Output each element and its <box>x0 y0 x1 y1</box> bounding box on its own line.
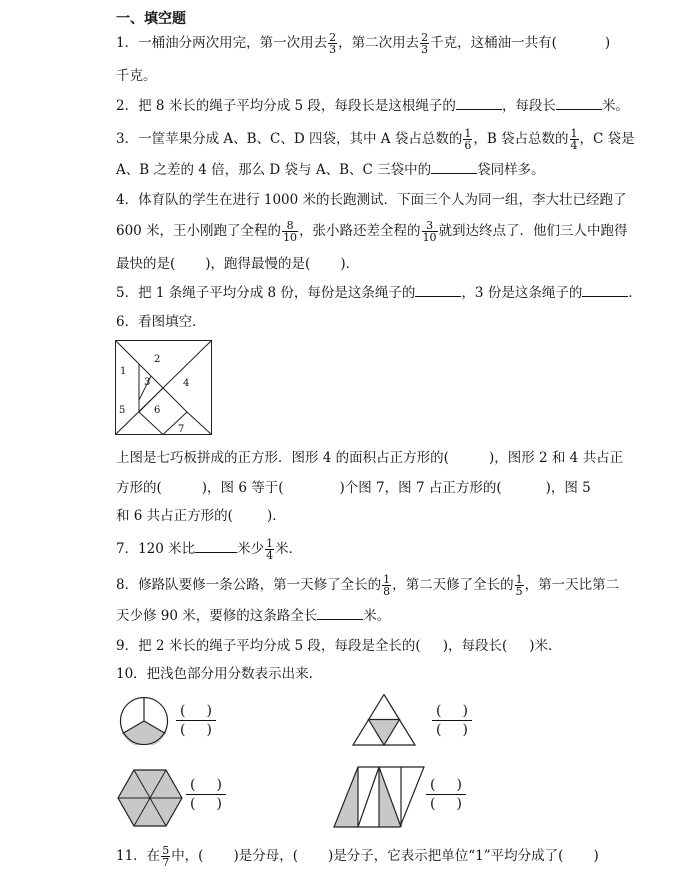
fraction: $\frac{2}{3}$ <box>421 31 429 56</box>
answer-blank[interactable] <box>195 539 237 553</box>
answer-fraction[interactable]: ( ) ( ) <box>426 776 466 813</box>
fraction: $\frac{1}{5}$ <box>515 573 523 598</box>
question-3-cont: A、B 之差的 4 倍，那么 D 袋与 A、B、C 三袋中的 袋同样多。 <box>116 162 545 178</box>
question-7: 7．120 米比 米少 $\frac{1}{4}$ 米． <box>116 537 303 562</box>
tangram-label: 2 <box>154 354 161 365</box>
question-4-cont: 600 米，王小刚跑了全程的 $\frac{8}{10}$ ，张小路还差全程的 $\frac{3}{10}$ 就到达终点了．他们三人中跑得 <box>116 219 628 244</box>
fraction: $\frac{5}{7}$ <box>162 844 170 869</box>
question-2: 2．把 8 米长的绳子平均分成 5 段，每段长是这根绳子的 ，每段长 米。 <box>116 98 629 114</box>
answer-blank[interactable] <box>415 283 461 297</box>
tangram-label: 5 <box>119 405 126 416</box>
question-8-cont: 天少修 90 米，要修的这条路全长 米。 <box>116 608 391 624</box>
question-1-cont: 千克。 <box>116 68 157 84</box>
question-6: 6．看图填空． <box>116 314 206 330</box>
tangram-label: 7 <box>178 424 185 435</box>
answer-blank[interactable] <box>582 283 628 297</box>
question-1: 1．一桶油分两次用完，第一次用去 $\frac{2}{3}$ ，第二次用去 $\frac{2}{3}$ 千克，这桶油一共有( ) <box>116 31 611 56</box>
fraction: $\frac{2}{3}$ <box>329 31 337 56</box>
question-11: 11．在 $\frac{5}{7}$ 中，( )是分母，( )是分子，它表示把单位“1”平均分成了( ) <box>116 844 599 869</box>
answer-blank[interactable] <box>456 96 502 110</box>
fraction: $\frac{1}{8}$ <box>383 573 391 598</box>
tangram-label: 3 <box>144 377 151 388</box>
parallelogram-figure <box>333 766 425 828</box>
answer-blank[interactable] <box>431 160 477 174</box>
question-4-cont2: 最快的是( )，跑得最慢的是( )． <box>116 256 360 272</box>
section-title: 一、填空题 <box>116 11 186 27</box>
fraction: $\frac{3}{10}$ <box>422 219 437 244</box>
answer-blank[interactable] <box>556 96 602 110</box>
fraction: $\frac{1}{6}$ <box>464 127 472 152</box>
circle-figure <box>117 697 171 745</box>
tangram-label: 1 <box>120 366 127 377</box>
fraction: $\frac{1}{4}$ <box>266 537 274 562</box>
question-6-text3: 和 6 共占正方形的( )． <box>116 508 286 524</box>
tangram-figure <box>115 340 213 436</box>
tangram-label: 6 <box>154 405 161 416</box>
triangle-figure <box>352 694 416 746</box>
question-5: 5．把 1 条绳子平均分成 8 份，每份是这条绳子的 ，3 份是这条绳子的 ． <box>116 285 642 301</box>
hexagon-figure <box>117 769 183 827</box>
question-8: 8．修路队要修一条公路，第一天修了全长的 $\frac{1}{8}$ ，第二天修了全长的 $\frac{1}{5}$ ，第一天比第二 <box>116 573 620 598</box>
answer-fraction[interactable]: ( ) ( ) <box>176 702 216 739</box>
fraction: $\frac{1}{4}$ <box>570 127 578 152</box>
question-10: 10．把浅色部分用分数表示出来. <box>116 666 313 682</box>
fraction: $\frac{8}{10}$ <box>283 219 298 244</box>
question-4: 4．体育队的学生在进行 1000 米的长跑测试．下面三个人为同一组，李大壮已经跑了 <box>116 192 627 208</box>
question-9: 9．把 2 米长的绳子平均分成 5 段，每段是全长的( )，每段长( )米． <box>116 638 562 654</box>
answer-fraction[interactable]: ( ) ( ) <box>186 776 226 813</box>
tangram-label: 4 <box>183 378 190 389</box>
answer-blank[interactable] <box>317 606 363 620</box>
question-3: 3．一筐苹果分成 A、B、C、D 四袋，其中 A 袋占总数的 $\frac{1}{6}$ ，B 袋占总数的 $\frac{1}{4}$ ，C 袋是 <box>116 127 635 152</box>
question-6-text: 上图是七巧板拼成的正方形．图形 4 的面积占正方形的( )，图形 2 和 4 共占正 <box>116 450 624 466</box>
answer-fraction[interactable]: ( ) ( ) <box>432 702 472 739</box>
question-6-text2: 方形的( )，图 6 等于( )个图 7，图 7 占正方形的( )，图 5 <box>116 480 591 496</box>
